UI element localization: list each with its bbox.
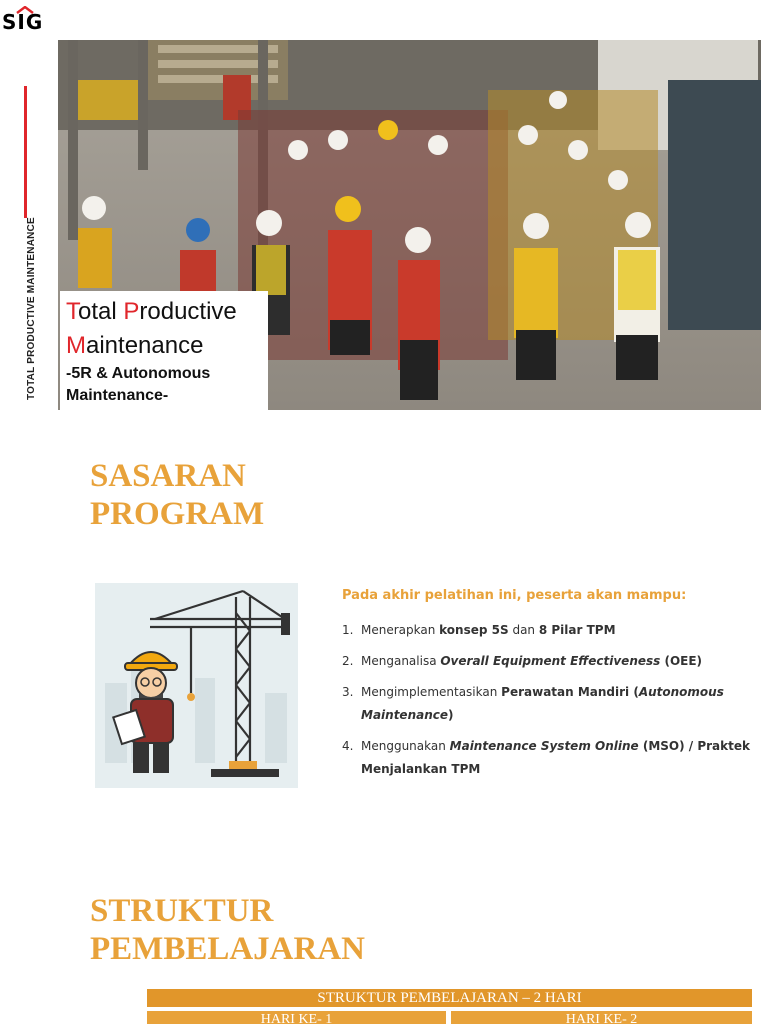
goals-list (342, 619, 752, 781)
side-label: TOTAL PRODUCTIVE MAINTENANCE (26, 217, 37, 400)
goal-number: 3. (342, 685, 354, 699)
hero-subtitle-line1: -5R & Autonomous (66, 365, 211, 382)
hero-title-box (60, 291, 268, 411)
day-1-header: HARI KE- 1 (147, 1011, 446, 1024)
struktur-title: STRUKTUR PEMBELAJARAN (90, 893, 366, 967)
logo-text: SIG (2, 10, 44, 34)
goal-item (342, 619, 752, 642)
goal-number: 2. (342, 654, 354, 668)
goal-text: Mengimplementasikan Perawatan Mandiri (Autonomous Maintenance) (361, 685, 724, 722)
sasaran-title: SASARAN PROGRAM (90, 458, 265, 532)
structure-table-header: STRUKTUR PEMBELAJARAN – 2 HARI (147, 989, 752, 1007)
hero-subtitle-line2: Maintenance- (66, 387, 169, 404)
goal-item (342, 681, 752, 727)
goals-intro: Pada akhir pelatihan ini, peserta akan mampu: (342, 588, 687, 603)
hero-title-line2: Maintenance (66, 332, 204, 359)
engineer-crane-icon (95, 583, 298, 788)
day-2-header: HARI KE- 2 (451, 1011, 752, 1024)
goal-text: Menggunakan Maintenance System Online (MSO) / Praktek Menjalankan TPM (361, 739, 750, 776)
goal-number: 1. (342, 623, 354, 637)
side-accent-line (24, 86, 27, 218)
goal-text: Menerapkan konsep 5S dan 8 Pilar TPM (361, 623, 616, 637)
hero-title-line1: Total Productive (66, 298, 237, 325)
sig-logo (2, 6, 50, 34)
goal-item (342, 735, 752, 781)
engineer-crane-illustration (95, 583, 298, 788)
goal-text: Menganalisa Overall Equipment Effectiveness (OEE) (361, 654, 703, 668)
learning-goals (342, 588, 752, 789)
goal-number: 4. (342, 739, 354, 753)
goal-item (342, 650, 752, 673)
